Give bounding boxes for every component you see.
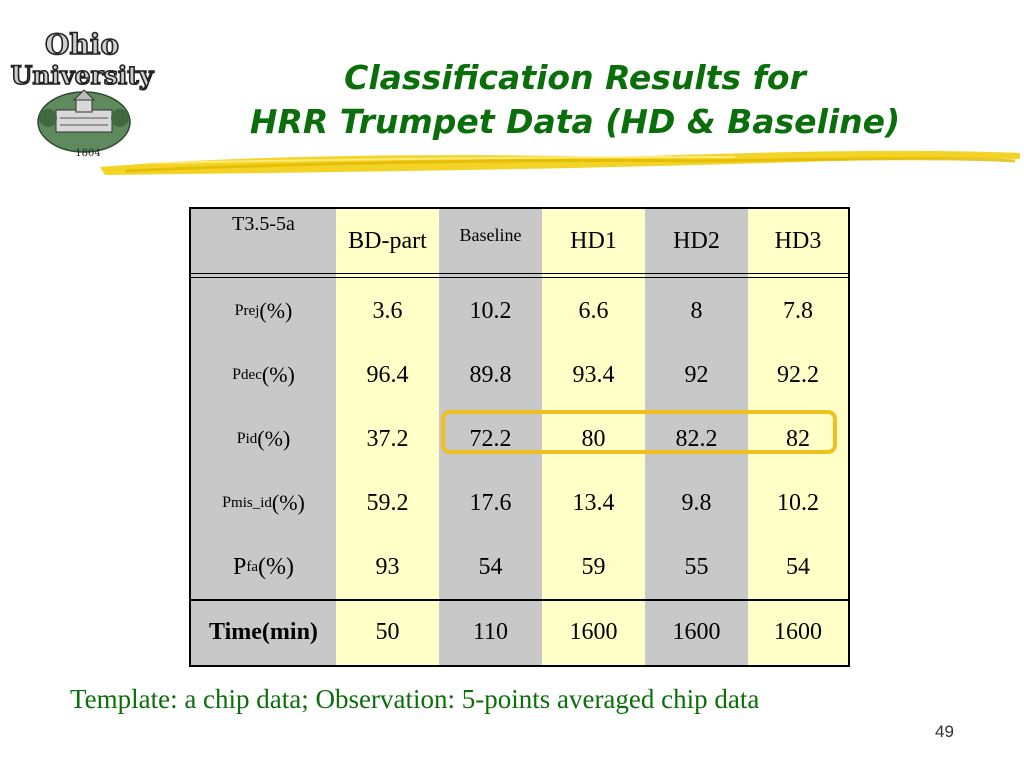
header-hd1: HD1 (570, 227, 617, 254)
table-cell: 55 (684, 553, 709, 580)
row-label-p-id: P id (%) (236, 426, 291, 451)
yellow-brush-stroke (95, 145, 1024, 183)
table-cell: 8 (690, 297, 703, 324)
table-cell: 3.6 (372, 297, 403, 324)
title-line-2: HRR Trumpet Data (HD & Baseline) (249, 102, 901, 141)
table-cell: 89.8 (469, 361, 512, 388)
row-label-p-fa: P fa (%) (233, 553, 294, 580)
row-label-time: Time(min) (209, 618, 318, 645)
table-cell: 54 (786, 553, 810, 580)
page-number: 49 (935, 722, 954, 741)
table-cell: 59 (581, 553, 606, 580)
logo-text-ohio: Ohio (44, 28, 120, 61)
table-cell: 96.4 (366, 361, 409, 388)
table-cell: 50 (375, 618, 400, 645)
table-cell: 1600 (569, 618, 618, 645)
table-cell: 92.2 (777, 361, 819, 388)
row-label-p-rej: P rej (%) (234, 298, 293, 323)
table-cell: 80 (581, 425, 606, 452)
header-hd3: HD3 (774, 227, 822, 254)
table-cell: 9.8 (681, 489, 712, 516)
table-cell: 17.6 (469, 489, 512, 516)
time-row-separator (191, 599, 848, 601)
row-label-p-mis-id: P mis_id (%) (222, 490, 305, 515)
header-hd2: HD2 (673, 227, 720, 254)
ohio-university-logo (4, 22, 164, 162)
logo-year: 1804 (75, 148, 101, 159)
table-cell: 6.6 (578, 297, 609, 324)
logo-text-university: University (10, 61, 154, 90)
header-separator (191, 273, 848, 274)
table-cell: 93.4 (572, 361, 615, 388)
table-cell: 92 (684, 361, 709, 388)
row-label-p-dec: P dec (%) (232, 362, 295, 387)
table-cell: 59.2 (366, 489, 409, 516)
table-cell: 13.4 (572, 489, 615, 516)
table-cell: 54 (478, 553, 503, 580)
table-cell: 10.2 (777, 489, 819, 516)
table-cell: 72.2 (469, 425, 512, 452)
table-cell: 82 (786, 425, 810, 452)
header-baseline: Baseline (459, 225, 522, 245)
table-cell: 1600 (774, 618, 822, 645)
header-bd-part: BD-part (348, 227, 427, 254)
table-cell: 7.8 (783, 297, 813, 324)
table-corner-label: T3.5-5a (232, 213, 295, 235)
header-separator-2 (191, 277, 848, 278)
table-cell: 1600 (672, 618, 721, 645)
slide-title (160, 56, 990, 144)
table-cell: 10.2 (469, 297, 512, 324)
table-cell: 93 (375, 553, 400, 580)
table-cell: 110 (472, 618, 509, 645)
footnote: Template: a chip data; Observation: 5-points averaged chip data (70, 684, 760, 714)
table-cell: 37.2 (366, 425, 409, 452)
table-cell: 82.2 (675, 425, 718, 452)
highlight-box (441, 410, 837, 454)
title-line-1: Classification Results for (344, 58, 806, 97)
